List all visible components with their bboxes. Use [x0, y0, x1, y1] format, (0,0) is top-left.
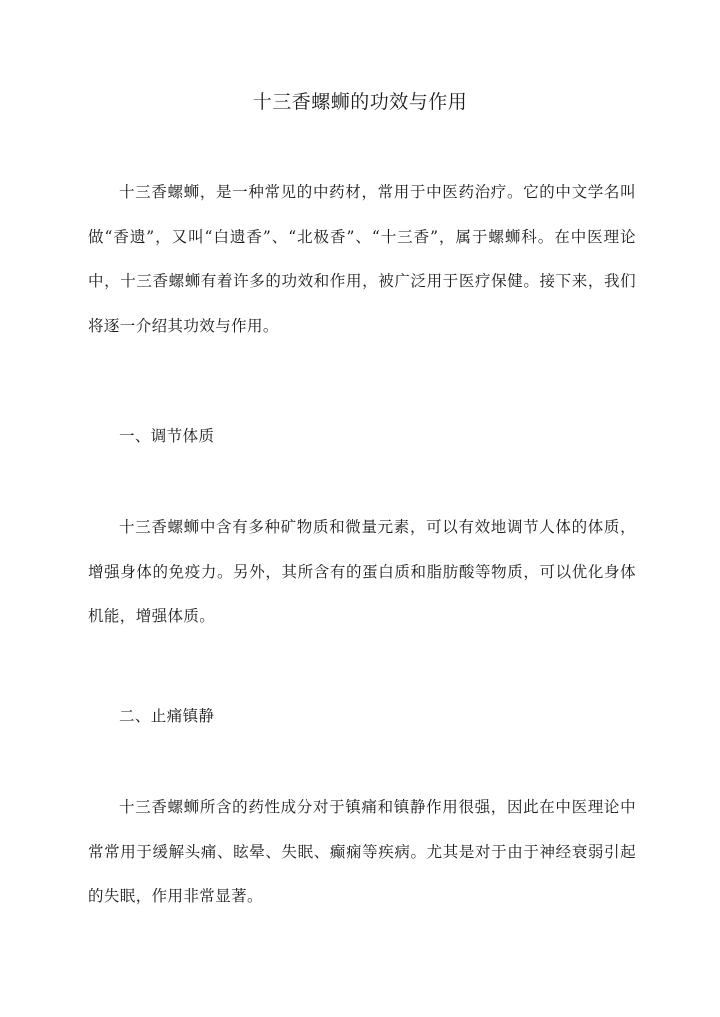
intro-paragraph: 十三香螺蛳，是一种常见的中药材，常用于中医药治疗。它的中文学名叫做“香遗”，又叫“白遗香”、“北极香”、“十三香”，属于螺蛳科。在中医理论中，十三香螺蛳有着许多的功效和作用，被广泛用于医疗保健。接下来，我们将逐一介绍其功效与作用。: [88, 183, 636, 335]
document-title: 十三香螺蛳的功效与作用: [252, 91, 468, 113]
section-paragraph-1: 十三香螺蛳中含有多种矿物质和微量元素，可以有效地调节人体的体质，增强身体的免疫力。另外，其所含有的蛋白质和脂肪酸等物质，可以优化身体机能，增强体质。: [88, 518, 636, 625]
section-heading-2: 二、止痛镇静: [119, 707, 215, 725]
section-paragraph-2: 十三香螺蛳所含的药性成分对于镇痛和镇静作用很强，因此在中医理论中常常用于缓解头痛、眩晕、失眠、癫痫等疾病。尤其是对于由于神经衰弱引起的失眠，作用非常显著。: [88, 798, 636, 905]
section-heading-1: 一、调节体质: [119, 427, 215, 445]
